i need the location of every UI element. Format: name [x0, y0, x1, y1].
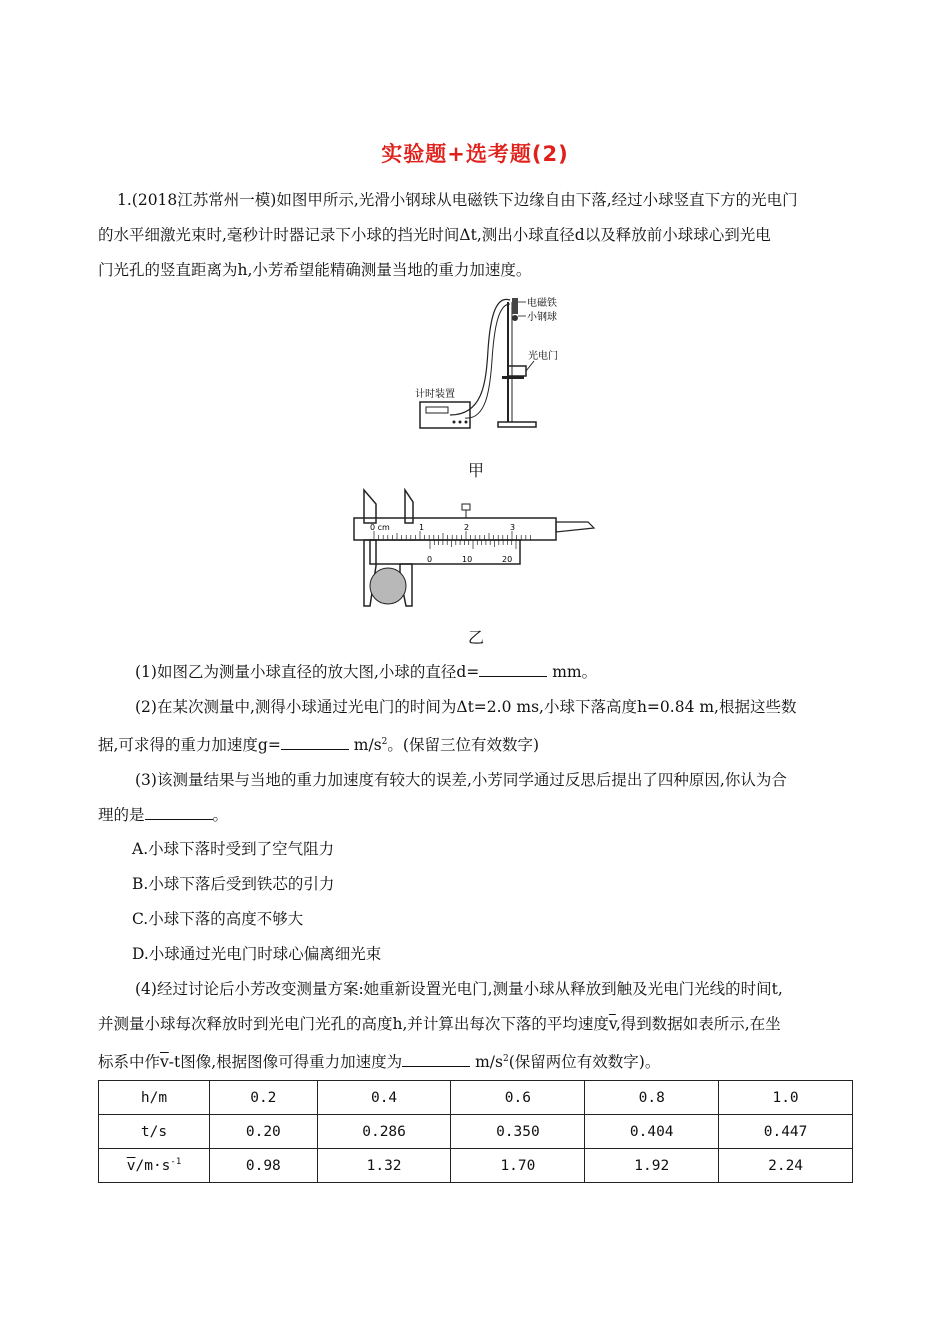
table-cell: 0.286	[317, 1115, 451, 1149]
sub-question-2-line-2: 据,可求得的重力加速度$g= m/s^2$。(保留三位有效数字)	[98, 736, 539, 755]
table-cell: 0.20	[210, 1115, 318, 1149]
table-header-t: t/s	[99, 1115, 210, 1149]
table-cell: 0.2	[210, 1081, 318, 1115]
timer-device	[420, 402, 470, 428]
answer-blank-3[interactable]	[145, 805, 213, 820]
label-photogate: 光电门	[528, 351, 558, 362]
electromagnet	[512, 298, 518, 314]
figure-jia-apparatus	[410, 290, 580, 435]
label-electromagnet: 电磁铁	[527, 298, 557, 309]
table-cell: 0.447	[719, 1115, 853, 1149]
table-cell: 0.98	[210, 1149, 318, 1183]
sub-question-4-line-3: 标系中作$\overline{v}-t$图像,根据图像可得重力加速度为 $m/s^2$(保留两位有效数字)。	[98, 1053, 661, 1072]
label-timer: 计时装置	[415, 389, 455, 400]
vernier-label-10: 10	[462, 555, 473, 564]
steel-ball	[512, 315, 518, 321]
main-scale-label-1: 1	[419, 523, 425, 532]
figure-yi-caliper	[350, 488, 600, 613]
option-b: B.小球下落后受到铁芯的引力	[132, 875, 335, 893]
data-table	[98, 1080, 853, 1183]
main-scale-label-3: 3	[510, 523, 516, 532]
table-cell: 0.404	[585, 1115, 719, 1149]
table-cell: 1.92	[585, 1149, 719, 1183]
vernier-slider	[370, 540, 520, 564]
table-cell: 0.8	[585, 1081, 719, 1115]
table-cell: 0.350	[451, 1115, 585, 1149]
page-title: 实验题+选考题(2)	[381, 142, 569, 166]
question-1-line-1: 1.(2018江苏常州一模)如图甲所示,光滑小钢球从电磁铁下边缘自由下落,经过小球竖直下方的光电门	[117, 191, 798, 209]
sub-question-3-line-1: (3)该测量结果与当地的重力加速度有较大的误差,小芳同学通过反思后提出了四种原因,你认为合	[135, 771, 787, 789]
table-cell: 0.6	[451, 1081, 585, 1115]
table-cell: 1.32	[317, 1149, 451, 1183]
vernier-label-0: 0	[427, 555, 433, 564]
stand-base	[498, 422, 536, 427]
sub-question-1: (1)如图乙为测量小球直径的放大图,小球的直径d= mm。	[135, 663, 598, 681]
sub-question-4-line-1: (4)经过讨论后小芳改变测量方案:她重新设置光电门,测量小球从释放到触及光电门光线的时间t,	[135, 980, 783, 998]
main-scale-label-2: 2	[464, 523, 470, 532]
table-cell: 0.4	[317, 1081, 451, 1115]
main-scale-label-0: 0 cm	[370, 523, 390, 532]
measured-ball	[370, 568, 406, 604]
vernier-label-20: 20	[502, 555, 513, 564]
table-row-height	[99, 1081, 853, 1115]
figure-yi-caption: 乙	[468, 628, 485, 647]
table-header-h: h/m	[99, 1081, 210, 1115]
table-cell: 1.0	[719, 1081, 853, 1115]
table-header-v: $\overline{v}/m\cdot s^{-1}$	[99, 1149, 210, 1183]
option-c: C.小球下落的高度不够大	[132, 910, 304, 928]
table-row-velocity	[99, 1149, 853, 1183]
table-row-time	[99, 1115, 853, 1149]
answer-blank-1[interactable]	[479, 662, 547, 677]
option-a: A.小球下落时受到了空气阻力	[132, 840, 335, 858]
sub-question-2-line-1: (2)在某次测量中,测得小球通过光电门的时间为Δt=2.0 ms,小球下落高度h=0.84 m,根据这些数	[135, 698, 797, 716]
figure-jia-caption: 甲	[468, 461, 485, 480]
sub-question-4-line-2: 并测量小球每次释放时到光电门光孔的高度h,并计算出每次下落的平均速度$\overline{v}$,得到数据如表所示,在坐	[98, 1015, 781, 1033]
option-d: D.小球通过光电门时球心偏离细光束	[132, 945, 382, 963]
sub-question-3-line-2: 理的是 。	[98, 806, 229, 824]
table-cell: 1.70	[451, 1149, 585, 1183]
question-1-line-3: 门光孔的竖直距离为h,小芳希望能精确测量当地的重力加速度。	[98, 261, 532, 279]
answer-blank-2[interactable]	[281, 735, 349, 750]
table-cell: 2.24	[719, 1149, 853, 1183]
label-steel-ball: 小钢球	[527, 312, 557, 323]
answer-blank-4[interactable]	[402, 1052, 470, 1067]
question-1-line-2: 的水平细激光束时,毫秒计时器记录下小球的挡光时间Δt,测出小球直径d以及释放前小球球心到光电	[98, 226, 771, 244]
photogate	[508, 366, 526, 376]
